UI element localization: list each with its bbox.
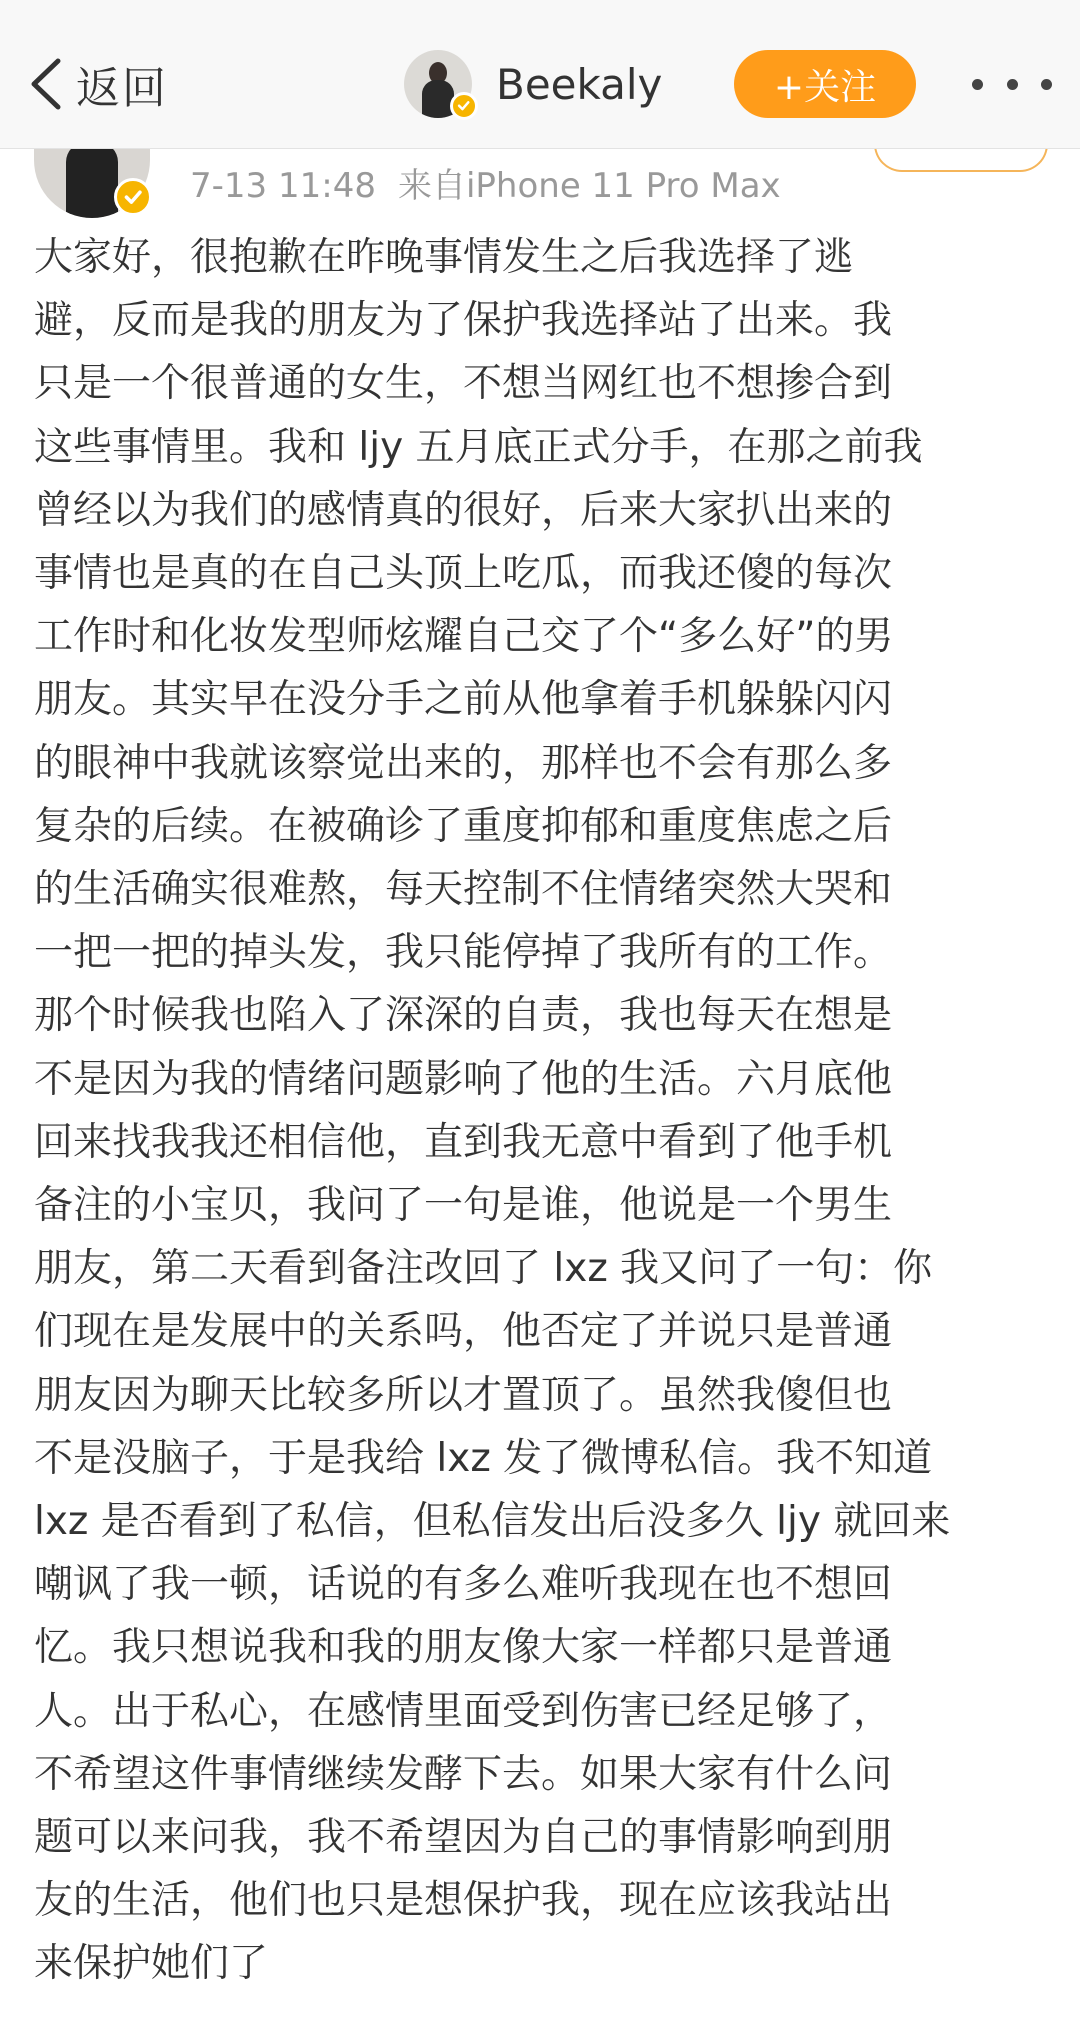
post-text-line: 回来找我我还相信他，直到我无意中看到了他手机: [34, 1119, 893, 1165]
post-header: [0, 148, 1080, 218]
post-text-line: 工作时和化妆发型师炫耀自己交了个“多么好”的男: [34, 614, 894, 660]
back-label: 返回: [76, 63, 168, 114]
post-text-line: 大家好，很抱歉在昨晚事情发生之后我选择了逃: [34, 235, 854, 280]
post-text-line: 不是没脑子，于是我给 lxz 发了微博私信。我不知道: [34, 1435, 933, 1481]
post-text-line: 题可以来问我，我不希望因为自己的事情影响到朋: [34, 1815, 893, 1861]
post-text-line: 朋友。其实早在没分手之前从他拿着手机躲躲闪闪: [34, 677, 893, 723]
post-text-line: 人。出于私心，在感情里面受到伤害已经足够了，: [34, 1688, 893, 1734]
top-navigation-bar: [0, 0, 1080, 149]
post-meta: [190, 158, 781, 207]
post-source: 来自iPhone 11 Pro Max: [397, 166, 781, 206]
post-text-line: lxz 是否看到了私信，但私信发出后没多久 ljy 就回来: [34, 1499, 951, 1545]
post-text-line: 来保护她们了: [34, 1941, 269, 1987]
post-text-line: 们现在是发展中的关系吗，他否定了并说只是普通: [34, 1309, 893, 1355]
username[interactable]: Beekaly: [496, 59, 663, 109]
post-text-line: 那个时候我也陷入了深深的自责，我也每天在想是: [34, 993, 893, 1039]
post-text-line: 只是一个很普通的女生，不想当网红也不想掺合到: [34, 361, 893, 407]
follow-button[interactable]: +关注: [734, 50, 916, 118]
post-text-line: 复杂的后续。在被确诊了重度抑郁和重度焦虑之后: [34, 803, 893, 849]
post-content: [34, 226, 1044, 1996]
post-text-line: 的生活确实很难熬，每天控制不住情绪突然大哭和: [34, 867, 893, 913]
post-text-line: 不希望这件事情继续发酵下去。如果大家有什么问: [34, 1751, 893, 1797]
more-dots-icon[interactable]: [972, 60, 1052, 108]
back-button[interactable]: [28, 52, 168, 116]
post-text-line: 朋友因为聊天比较多所以才置顶了。虽然我傻但也: [34, 1372, 893, 1418]
post-text-line: 避，反而是我的朋友为了保护我选择站了出来。我: [34, 298, 893, 344]
post-text-line: 备注的小宝贝，我问了一句是谁，他说是一个男生: [34, 1183, 893, 1229]
post-text-line: 事情也是真的在自己头顶上吃瓜，而我还傻的每次: [34, 551, 893, 597]
verified-badge-icon: [450, 92, 478, 120]
post-text-line: 一把一把的掉头发，我只能停掉了我所有的工作。: [34, 930, 893, 976]
post-text-line: 曾经以为我们的感情真的很好，后来大家扒出来的: [34, 487, 893, 533]
post-text-line: 朋友，第二天看到备注改回了 lxz 我又问了一句：你: [34, 1246, 933, 1292]
post-text-line: 这些事情里。我和 ljy 五月底正式分手，在那之前我: [34, 424, 923, 470]
post-text-line: 友的生活，他们也只是想保护我，现在应该我站出: [34, 1878, 893, 1924]
verified-badge-icon: [114, 178, 152, 216]
post-text-line: 忆。我只想说我和我的朋友像大家一样都只是普通: [34, 1625, 893, 1671]
post-text-line: 嘲讽了我一顿，话说的有多么难听我现在也不想回: [34, 1562, 893, 1608]
post-text-line: 不是因为我的情绪问题影响了他的生活。六月底他: [34, 1056, 893, 1102]
chevron-left-icon: [28, 57, 64, 111]
post-time: 7-13 11:48: [190, 166, 376, 206]
profile-header[interactable]: [404, 48, 662, 120]
post-text-line: 的眼神中我就该察觉出来的，那样也不会有那么多: [34, 740, 893, 786]
